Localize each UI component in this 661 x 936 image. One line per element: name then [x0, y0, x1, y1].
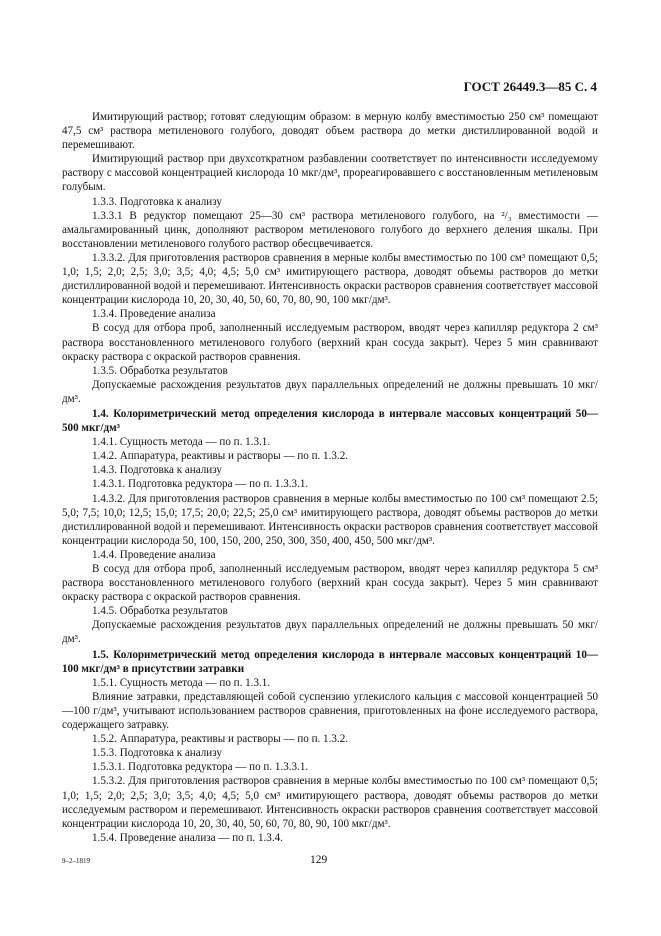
subsection-heading: 1.3.3. Подготовка к анализу [92, 195, 222, 208]
paragraph: 1.4.2. Аппаратура, реактивы и растворы — по п. 1.3.2. [92, 450, 349, 463]
paragraph: В сосуд для отбора проб, заполненный исследуемым раствором, вводят через капилляр редуктора 5 см³ раствора восстановленного метиленового голубого (верхний кран сосуда закрыт). Через 5 мин сравнивают окраску раствора с окраской растворов сравнения. [62, 563, 598, 604]
paragraph: 1.5.3.2. Для приготовления растворов сравнения в мерные колбы вместимостью по 100 см³ помещают 0,5; 1,0; 1,5; 2,0; 2,5; 3,0; 3,5; 4,0; 4,5; 5,0 см³ имитирующего раствора, доводят объемы растворов до метки исследуемым раствором и перемешивают. Интенсивность окраски растворов сравнения соответствует массовой концентрации кислорода 10, 20, 30, 40, 50, 60, 70, 80, 90, 100 мкг/дм³. [62, 775, 598, 830]
paragraph: 1.3.3.2. Для приготовления растворов сравнения в мерные колбы вместимостью по 100 см³ помещают 0,5; 1,0; 1,5; 2,0; 2,5; 3,0; 3,5; 4,0; 4,5; 5,0 см³ имитирующего раствора, доводят объемы растворов до метки дистиллированной водой и перемешивают. Интенсивность окраски растворов сравнения соответствует массовой концентрации кислорода 10, 20, 30, 40, 50, 60, 70, 80, 90, 100 мкг/дм³. [62, 251, 598, 307]
paragraph: 1.4.3.1. Подготовка редуктора — по п. 1.3.3.1. [92, 478, 309, 491]
page-header: ГОСТ 26449.3—85 С. 4 [463, 79, 597, 94]
print-code: 9–2–1819 [62, 857, 90, 865]
document-body [62, 110, 598, 845]
paragraph: Имитирующий раствор при двухсоткратном разбавлении соответствует по интенсивности исследуемому раствору с массовой концентрацией кислорода 10 мкг/дм³, прореагировавшего с восстановленным метиленовым голубым. [62, 153, 598, 194]
subsection-heading: 1.3.4. Проведение анализа [92, 308, 216, 321]
page-number: 129 [310, 854, 328, 866]
paragraph: В сосуд для отбора проб, заполненный исследуемым раствором, вводят через капилляр редуктора 2 см³ раствора восстановленного метиленового голубого (верхний кран сосуда закрыт). Через 5 мин сравнивают окраску раствора с окраской растворов сравнения. [62, 322, 598, 363]
paragraph: 1.5.4. Проведение анализа — по п. 1.3.4. [92, 831, 283, 844]
subsection-heading: 1.4.3. Подготовка к анализу [92, 464, 222, 477]
subsection-heading: 1.3.5. Обработка результатов [92, 364, 228, 377]
subsection-heading: 1.4.5. Обработка результатов [92, 605, 228, 618]
paragraph: 1.5.1. Сущность метода — по п. 1.3.1. [92, 676, 271, 689]
section-heading: 1.5. Колориметрический метод определения кислорода в интервале массовых концентраций 10—100 мкг/дм³ в присутствии затравки [62, 648, 598, 675]
subsection-heading: 1.5.3. Подготовка к анализу [92, 747, 222, 760]
paragraph: 1.4.1. Сущность метода — по п. 1.3.1. [92, 436, 271, 449]
paragraph: Допускаемые расхождения результатов двух параллельных определений не должны превышать 50 мкг/дм³. [62, 619, 598, 646]
paragraph: Имитирующий раствор; готовят следующим образом: в мерную колбу вместимостью 250 см³ помещают 47,5 см³ раствора метиленового голубого, доводят объем раствора до метки дистиллированной водой и перемешивают. [62, 111, 598, 152]
paragraph: 1.3.3.1 В редуктор помещают 25—30 см³ раствора метиленового голубого, на ²/₃ вместимости — амальгамированный цинк, дополняют раствором метиленового голубого до верхнего деления шкалы. При восстановлении метиленового голубого раствор обесцвечивается. [62, 209, 598, 250]
paragraph: Допускаемые расхождения результатов двух параллельных определений не должны превышать 10 мкг/дм³. [62, 378, 598, 405]
paragraph: 1.5.2. Аппаратура, реактивы и растворы — по п. 1.3.2. [92, 733, 349, 746]
paragraph: Влияние затравки, представляющей собой суспензию углекислого кальция с массовой концентрацией 50—100 г/дм³, учитывают использованием растворов сравнения, приготовленных на фоне исследуемого раствора, содержащего затравку. [62, 690, 598, 732]
paragraph: 1.5.3.1. Подготовка редуктора — по п. 1.3.3.1. [92, 761, 309, 774]
subsection-heading: 1.4.4. Проведение анализа [92, 548, 216, 561]
section-heading: 1.4. Колориметрический метод определения кислорода в интервале массовых концентраций 50—500 мкг/дм³ [62, 407, 598, 435]
paragraph: 1.4.3.2. Для приготовления растворов сравнения в мерные колбы вместимостью по 100 см³ помещают 2.5; 5,0; 7,5; 10,0; 12,5; 15,0; 17,5; 20,0; 22,5; 25,0 см³ имитирующего раствора, доводят объемы растворов до метки дистиллированной водой и перемешивают. Интенсивность окраски растворов сравнения соответствует массовой концентрации кислорода 50, 100, 150, 200, 250, 300, 350, 400, 450, 500 мкг/дм³. [62, 492, 598, 547]
